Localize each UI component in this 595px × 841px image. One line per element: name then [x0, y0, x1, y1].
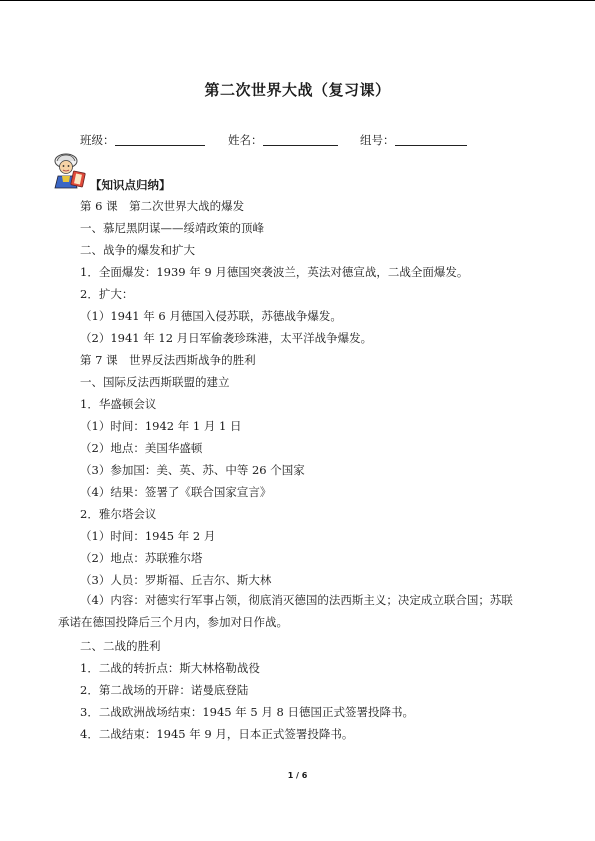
list-item: （2）地点：美国华盛顿: [80, 441, 203, 455]
list-item: （2）地点：苏联雅尔塔: [80, 551, 203, 565]
list-item: 二、战争的爆发和扩大: [80, 243, 195, 257]
cartoon-boy-reading-icon: [50, 152, 90, 192]
list-item: （1）时间：1942 年 1 月 1 日: [80, 419, 242, 433]
list-item: 2．第二战场的开辟：诺曼底登陆: [80, 683, 249, 697]
lesson-6-heading: 第 6 课 第二次世界大战的爆发: [80, 199, 245, 213]
lesson-7-heading: 第 7 课 世界反法西斯战争的胜利: [80, 353, 256, 367]
list-item: 1．二战的转折点：斯大林格勒战役: [80, 661, 260, 675]
group-label: 组号：: [360, 133, 395, 147]
group-blank[interactable]: [395, 133, 467, 146]
list-item: 二、二战的胜利: [80, 639, 161, 653]
list-item: （3）参加国：美、英、苏、中等 26 个国家: [80, 463, 305, 477]
list-item: （1）1941 年 6 月德国入侵苏联，苏德战争爆发。: [80, 309, 342, 323]
list-item: （4）结果：签署了《联合国家宣言》: [80, 485, 272, 499]
page-top-rule: [0, 0, 595, 1]
list-item: 1．华盛顿会议: [80, 397, 157, 411]
list-item: 2．扩大：: [80, 287, 134, 301]
list-item: （4）内容：对德实行军事占领，彻底消灭德国的法西斯主义；决定成立联合国；苏联承诺在德国投降后三个月内，参加对日作战。: [58, 593, 513, 629]
list-item: （3）人员：罗斯福、丘吉尔、斯大林: [80, 573, 272, 587]
list-item: 一、慕尼黑阴谋——绥靖政策的顶峰: [80, 221, 264, 235]
class-blank[interactable]: [115, 133, 205, 146]
list-item: （2）1941 年 12 月日军偷袭珍珠港，太平洋战争爆发。: [80, 331, 373, 345]
group-field: [360, 132, 467, 148]
section-heading: 【知识点归纳】: [90, 178, 171, 192]
list-item: 2．雅尔塔会议: [80, 507, 157, 521]
class-field: [80, 132, 205, 148]
name-blank[interactable]: [263, 133, 338, 146]
document-title: 第二次世界大战（复习课）: [204, 81, 391, 99]
name-label: 姓名：: [228, 133, 263, 147]
list-item: （1）时间：1945 年 2 月: [80, 529, 216, 543]
name-field: [228, 132, 338, 148]
list-item: 3．二战欧洲战场结束：1945 年 5 月 8 日德国正式签署投降书。: [80, 705, 414, 719]
list-item: 1．全面爆发：1939 年 9 月德国突袭波兰，英法对德宣战，二战全面爆发。: [80, 265, 469, 279]
list-item: 一、国际反法西斯联盟的建立: [80, 375, 230, 389]
list-item: 4．二战结束：1945 年 9 月，日本正式签署投降书。: [80, 727, 354, 741]
class-label: 班级：: [80, 133, 115, 147]
page-number: 1 / 6: [287, 771, 308, 780]
